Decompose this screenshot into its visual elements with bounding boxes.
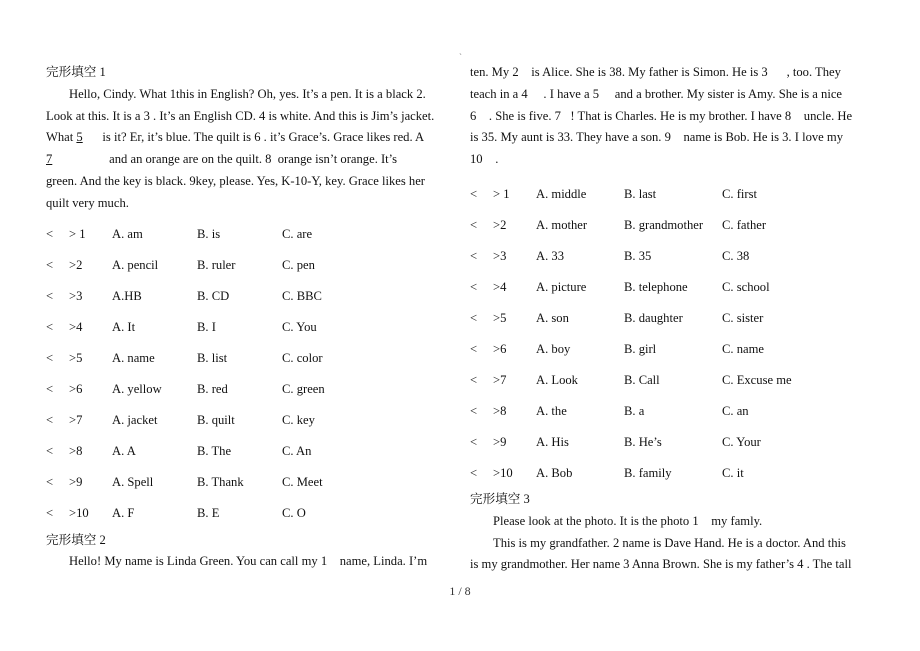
option-c: C. You bbox=[282, 320, 317, 335]
section-1-line: green. And the key is black. 9key, please. Yes, K-10-Y, key. Grace likes her bbox=[46, 173, 425, 188]
bracket: < bbox=[46, 382, 54, 397]
option-b: B. daughter bbox=[624, 310, 683, 325]
section-2-line: is 35. My aunt is 33. They have a son. 9 name is Bob. He is 3. I love my bbox=[470, 130, 843, 145]
option-b: B. red bbox=[197, 382, 228, 397]
option-b: B. grandmother bbox=[624, 217, 704, 232]
bracket: < bbox=[46, 227, 54, 242]
option-b: B. quilt bbox=[197, 413, 235, 428]
left-column bbox=[46, 62, 449, 573]
option-b: B. a bbox=[624, 403, 645, 418]
option-b: B. The bbox=[197, 444, 232, 459]
option-row bbox=[470, 458, 873, 489]
option-row bbox=[46, 344, 449, 375]
option-b: B. last bbox=[624, 186, 657, 201]
option-b: B. family bbox=[624, 465, 672, 480]
question-number: >3 bbox=[69, 289, 83, 304]
option-c: C. father bbox=[722, 217, 767, 232]
option-a: A. son bbox=[536, 310, 569, 325]
option-c: C. Excuse me bbox=[722, 372, 792, 387]
section-1-line: Hello, Cindy. What 1this in English? Oh, yes. It’s a pen. It is a black 2. bbox=[69, 86, 426, 101]
option-a: A. jacket bbox=[112, 413, 158, 428]
bracket: < bbox=[470, 434, 478, 449]
option-a: A. Look bbox=[536, 372, 578, 387]
bracket: < bbox=[46, 258, 54, 273]
option-a: A.HB bbox=[112, 289, 142, 304]
option-b: B. list bbox=[197, 351, 228, 366]
section-1-line bbox=[46, 149, 449, 171]
option-a: A. mother bbox=[536, 217, 588, 232]
question-number: >8 bbox=[69, 444, 83, 459]
bracket: < bbox=[46, 289, 54, 304]
question-number: >4 bbox=[69, 320, 83, 335]
section-1-line: quilt very much. bbox=[46, 195, 129, 210]
section-1-line: Look at this. It is a 3 . It’s an English CD. 4 is white. And this is Jim’s jacket. bbox=[46, 108, 435, 123]
bracket: < bbox=[470, 279, 478, 294]
page-number: 1 / 8 bbox=[449, 584, 471, 598]
section-2-line: teach in a 4 . I have a 5 and a brother. My sister is Amy. She is a nice bbox=[470, 86, 843, 101]
option-a: A. Bob bbox=[536, 465, 573, 480]
option-row bbox=[46, 437, 449, 468]
option-a: A. A bbox=[112, 444, 136, 459]
option-b: B. E bbox=[197, 506, 220, 521]
section-3-line: This is my grandfather. 2 name is Dave Hand. He is a doctor. And this bbox=[493, 535, 846, 550]
option-b: B. girl bbox=[624, 341, 657, 356]
option-c: C. it bbox=[722, 465, 744, 480]
question-number: >5 bbox=[493, 310, 507, 325]
blank-5: 5 bbox=[76, 130, 83, 145]
section-1-options bbox=[46, 220, 449, 530]
option-c: C. Your bbox=[722, 434, 761, 449]
option-c: C. 38 bbox=[722, 248, 750, 263]
option-c: C. are bbox=[282, 227, 313, 242]
question-number: >4 bbox=[493, 279, 507, 294]
option-a: A. name bbox=[112, 351, 155, 366]
section-2-options bbox=[470, 179, 873, 489]
bracket: < bbox=[470, 403, 478, 418]
section-2-line: ten. My 2 is Alice. She is 38. My father is Simon. He is 3 , too. They bbox=[470, 65, 841, 79]
option-a: A. am bbox=[112, 227, 143, 242]
option-row bbox=[470, 210, 873, 241]
option-c: C. first bbox=[722, 186, 757, 201]
option-a: A. pencil bbox=[112, 258, 159, 273]
section-2-title: 完形填空 2 bbox=[46, 532, 106, 547]
question-number: >10 bbox=[493, 465, 513, 480]
bracket: < bbox=[470, 465, 478, 480]
option-c: C. key bbox=[282, 413, 315, 428]
section-1-text: What bbox=[46, 130, 77, 145]
section-1-line bbox=[46, 127, 449, 149]
option-a: A. F bbox=[112, 506, 135, 521]
option-b: B. telephone bbox=[624, 279, 688, 294]
option-b: B. I bbox=[197, 320, 216, 335]
option-a: A. 33 bbox=[536, 248, 564, 263]
bracket: < bbox=[46, 351, 54, 366]
bracket: < bbox=[470, 341, 478, 356]
option-a: A. picture bbox=[536, 279, 587, 294]
bracket: < bbox=[46, 320, 54, 335]
option-row bbox=[470, 272, 873, 303]
option-b: B. Call bbox=[624, 372, 660, 387]
option-b: B. is bbox=[197, 227, 221, 242]
option-a: A. yellow bbox=[112, 382, 162, 397]
bracket: < bbox=[470, 372, 478, 387]
question-number: >6 bbox=[69, 382, 83, 397]
option-row bbox=[470, 365, 873, 396]
right-column bbox=[470, 62, 873, 576]
option-c: C. green bbox=[282, 382, 325, 397]
question-number: >9 bbox=[493, 434, 507, 449]
option-b: B. He’s bbox=[624, 434, 662, 449]
option-row bbox=[470, 303, 873, 334]
option-row bbox=[46, 313, 449, 344]
bracket: < bbox=[470, 248, 478, 263]
option-a: A. middle bbox=[536, 186, 587, 201]
question-number: >6 bbox=[493, 341, 507, 356]
question-number: >8 bbox=[493, 403, 507, 418]
option-b: B. CD bbox=[197, 289, 230, 304]
option-c: C. BBC bbox=[282, 289, 322, 304]
option-row bbox=[470, 241, 873, 272]
question-number: >9 bbox=[69, 475, 83, 490]
option-row bbox=[46, 375, 449, 406]
option-row bbox=[470, 396, 873, 427]
section-3-line: is my grandmother. Her name 3 Anna Brown. She is my father’s 4 . The tall bbox=[470, 557, 852, 572]
question-number: >2 bbox=[493, 217, 507, 232]
bracket: < bbox=[46, 444, 54, 459]
question-number: > 1 bbox=[493, 186, 510, 201]
option-c: C. Meet bbox=[282, 475, 323, 490]
question-number: >3 bbox=[493, 248, 507, 263]
bracket: < bbox=[46, 506, 54, 521]
option-row bbox=[470, 334, 873, 365]
option-a: A. It bbox=[112, 320, 136, 335]
option-c: C. sister bbox=[722, 310, 764, 325]
page-mark: ` bbox=[459, 52, 462, 62]
option-row bbox=[470, 179, 873, 210]
option-a: A. His bbox=[536, 434, 569, 449]
question-number: >7 bbox=[493, 372, 507, 387]
bracket: < bbox=[470, 217, 478, 232]
section-1-text: and an orange are on the quilt. 8 orange isn’t orange. It’s bbox=[106, 152, 398, 167]
question-number: >10 bbox=[69, 506, 89, 521]
bracket: < bbox=[46, 475, 54, 490]
option-c: C. pen bbox=[282, 258, 315, 273]
option-a: A. Spell bbox=[112, 475, 154, 490]
option-row bbox=[46, 220, 449, 251]
option-row bbox=[470, 427, 873, 458]
option-row bbox=[46, 406, 449, 437]
bracket: < bbox=[470, 186, 478, 201]
bracket: < bbox=[470, 310, 478, 325]
option-row bbox=[46, 251, 449, 282]
option-c: C. name bbox=[722, 341, 764, 356]
bracket: < bbox=[46, 413, 54, 428]
option-a: A. the bbox=[536, 403, 567, 418]
section-1-text: is it? Er, it’s blue. The quilt is 6 . it’s Grace’s. Grace likes red. A bbox=[102, 130, 425, 145]
question-number: >7 bbox=[69, 413, 83, 428]
option-b: B. Thank bbox=[197, 475, 244, 490]
section-2-line: Hello! My name is Linda Green. You can call my 1 name, Linda. I’m bbox=[69, 554, 428, 569]
section-1-title: 完形填空 1 bbox=[46, 65, 106, 79]
section-3-line: Please look at the photo. It is the photo 1 my famly. bbox=[493, 513, 763, 528]
option-a: A. boy bbox=[536, 341, 571, 356]
section-3-title: 完形填空 3 bbox=[470, 491, 530, 506]
option-row bbox=[46, 282, 449, 313]
option-c: C. color bbox=[282, 351, 323, 366]
option-b: B. ruler bbox=[197, 258, 236, 273]
question-number: >5 bbox=[69, 351, 83, 366]
option-c: C. school bbox=[722, 279, 770, 294]
option-row bbox=[46, 499, 449, 530]
option-b: B. 35 bbox=[624, 248, 652, 263]
blank-7: 7 bbox=[46, 152, 53, 167]
question-number: > 1 bbox=[69, 227, 86, 242]
option-c: C. An bbox=[282, 444, 312, 459]
section-2-line: 6 . She is five. 7 ! That is Charles. He is my brother. I have 8 uncle. He bbox=[470, 108, 853, 123]
section-2-line: 10 . bbox=[470, 152, 499, 167]
option-row bbox=[46, 468, 449, 499]
option-c: C. O bbox=[282, 506, 306, 521]
option-c: C. an bbox=[722, 403, 749, 418]
question-number: >2 bbox=[69, 258, 83, 273]
